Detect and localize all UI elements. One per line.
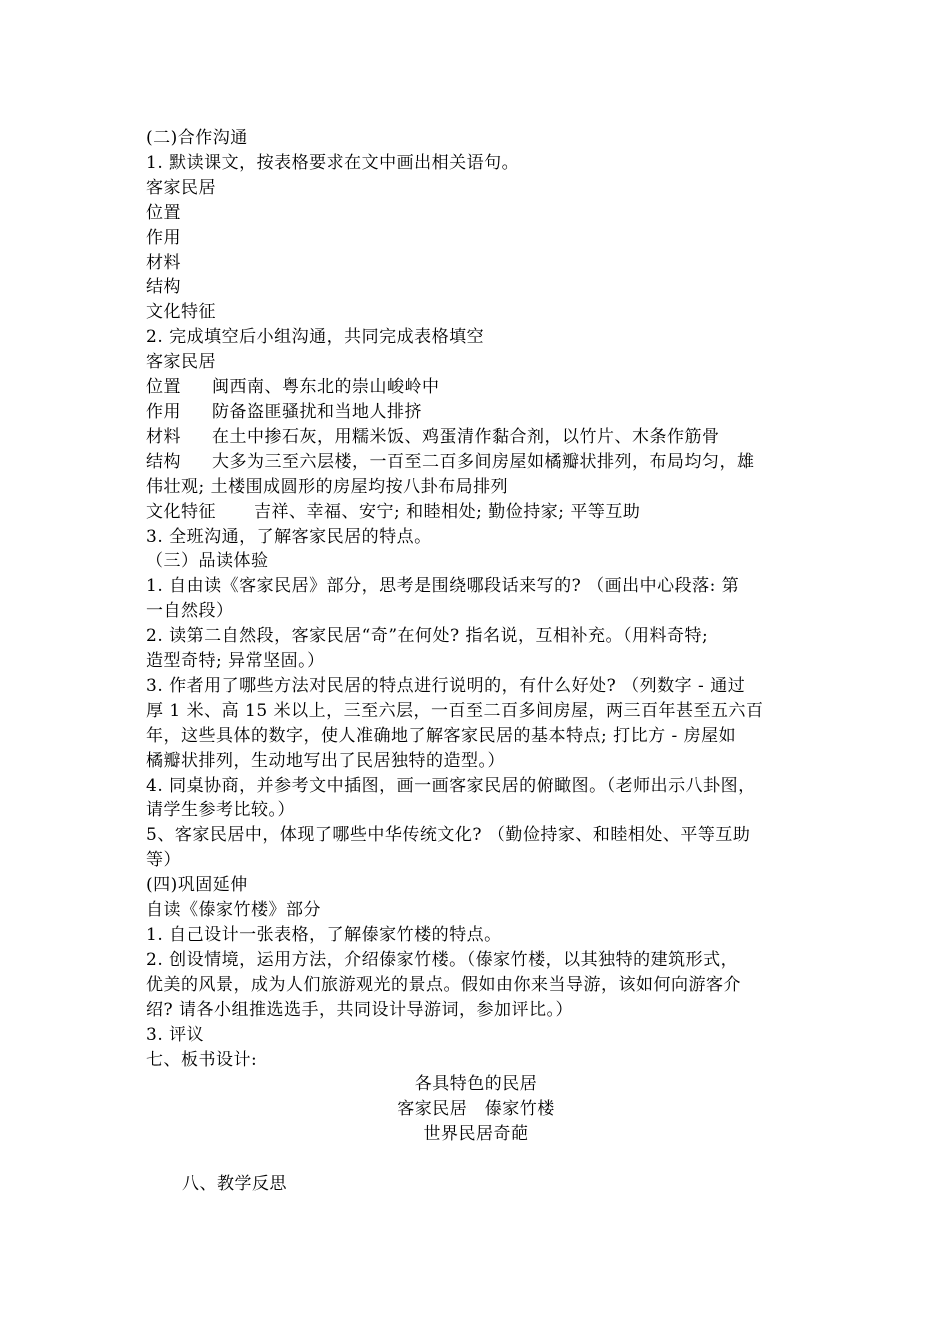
filled-table-row [146, 500, 826, 525]
section-4-line: 绍? 请各小组推选选手，共同设计导游词，参加评比。） [146, 999, 574, 1020]
section-4-line: 1. 自己设计一张表格，了解傣家竹楼的特点。 [146, 925, 502, 945]
section-3-line: 5、客家民居中，体现了哪些中华传统文化? （勤俭持家、和睦相处、平等互助 [146, 825, 751, 846]
section-3-heading: （三）品读体验 [146, 551, 269, 572]
section-3-line: 4. 同桌协商，并参考文中插图，画一画客家民居的俯瞰图。（老师出示八卦图， [146, 775, 756, 796]
empty-table-row: 位置 [146, 202, 181, 223]
row-label: 结构 [146, 451, 181, 472]
row-value: 大多为三至六层楼，一百至二百多间房屋如橘瓣状排列，布局均匀，雄 [212, 451, 755, 472]
section-2-heading: (二)合作沟通 [146, 128, 248, 148]
section-3-line: 1. 自由读《客家民居》部分，思考是围绕哪段话来写的? （画出中心段落: 第 [146, 576, 740, 597]
empty-table-title: 客家民居 [146, 177, 216, 198]
section-4-heading: (四)巩固延伸 [146, 875, 248, 896]
empty-table [146, 176, 826, 325]
row-label: 文化特征 [146, 501, 216, 522]
row-value: 吉祥、幸福、安宁; 和睦相处; 勤俭持家; 平等互助 [254, 501, 641, 522]
section-8-heading: 八、教学反思 [182, 1174, 287, 1195]
row-value: 防备盗匪骚扰和当地人排挤 [212, 401, 422, 422]
section-2-item-3: 3. 全班沟通，了解客家民居的特点。 [146, 526, 432, 547]
filled-table-row [146, 375, 826, 400]
row-label: 作用 [146, 401, 181, 422]
board-line: 客家民居 傣家竹楼 [397, 1099, 555, 1120]
section-4-line: 2. 创设情境，运用方法，介绍傣家竹楼。（傣家竹楼，以其独特的建筑形式， [146, 949, 739, 970]
section-3-line: 2. 读第二自然段，客家民居“奇”在何处? 指名说，互相补充。（用料奇特; [146, 626, 709, 647]
section-3-line: 厚 1 米、高 15 米以上，三至六层，一百至二百多间房屋，两三百年甚至五六百 [146, 700, 764, 721]
board-line: 各具特色的民居 [414, 1074, 538, 1095]
section-3-line: 造型奇特; 异常坚固。） [146, 651, 325, 672]
section-3-line: 请学生参考比较。） [146, 800, 295, 821]
section-4-line: 3. 评议 [146, 1024, 205, 1045]
filled-table-row [146, 450, 826, 475]
filled-table-row-continuation: 伟壮观; 土楼围成圆形的房屋均按八卦布局排列 [146, 476, 509, 497]
row-value: 在土中掺石灰，用糯米饭、鸡蛋清作黏合剂，以竹片、木条作筋骨 [212, 426, 720, 447]
empty-table-row: 材料 [146, 252, 181, 273]
row-value: 闽西南、粤东北的崇山峻岭中 [212, 377, 440, 398]
filled-table-title: 客家民居 [146, 352, 216, 373]
row-label: 位置 [146, 377, 181, 398]
section-2-item-2: 2. 完成填空后小组沟通，共同完成表格填空 [146, 327, 485, 348]
row-label: 材料 [146, 426, 181, 447]
filled-table-row [146, 400, 826, 425]
section-7-heading: 七、板书设计: [146, 1049, 258, 1070]
section-3-line: 年，这些具体的数字，使人准确地了解客家民居的基本特点; 打比方 - 房屋如 [146, 725, 737, 746]
section-3-line: 3. 作者用了哪些方法对民居的特点进行说明的，有什么好处? （列数字 - 通过 [146, 675, 746, 696]
board-design [146, 1072, 826, 1147]
section-3-line: 一自然段） [146, 601, 234, 622]
filled-table-row [146, 425, 826, 450]
blank-spacer [146, 1147, 826, 1172]
empty-table-row: 作用 [146, 227, 181, 248]
section-3-line: 橘瓣状排列，生动地写出了民居独特的造型。） [146, 750, 505, 771]
empty-table-row: 结构 [146, 277, 181, 298]
section-2-item-1: 1. 默读课文，按表格要求在文中画出相关语句。 [146, 152, 520, 173]
board-line: 世界民居奇葩 [423, 1124, 529, 1145]
section-4-line: 优美的风景，成为人们旅游观光的景点。假如由你来当导游，该如何向游客介 [146, 974, 741, 995]
empty-table-row: 文化特征 [146, 302, 216, 323]
document-body [146, 126, 826, 1197]
section-4-line: 自读《傣家竹楼》部分 [146, 900, 321, 921]
section-3-line: 等） [146, 850, 181, 871]
filled-table [146, 350, 826, 524]
